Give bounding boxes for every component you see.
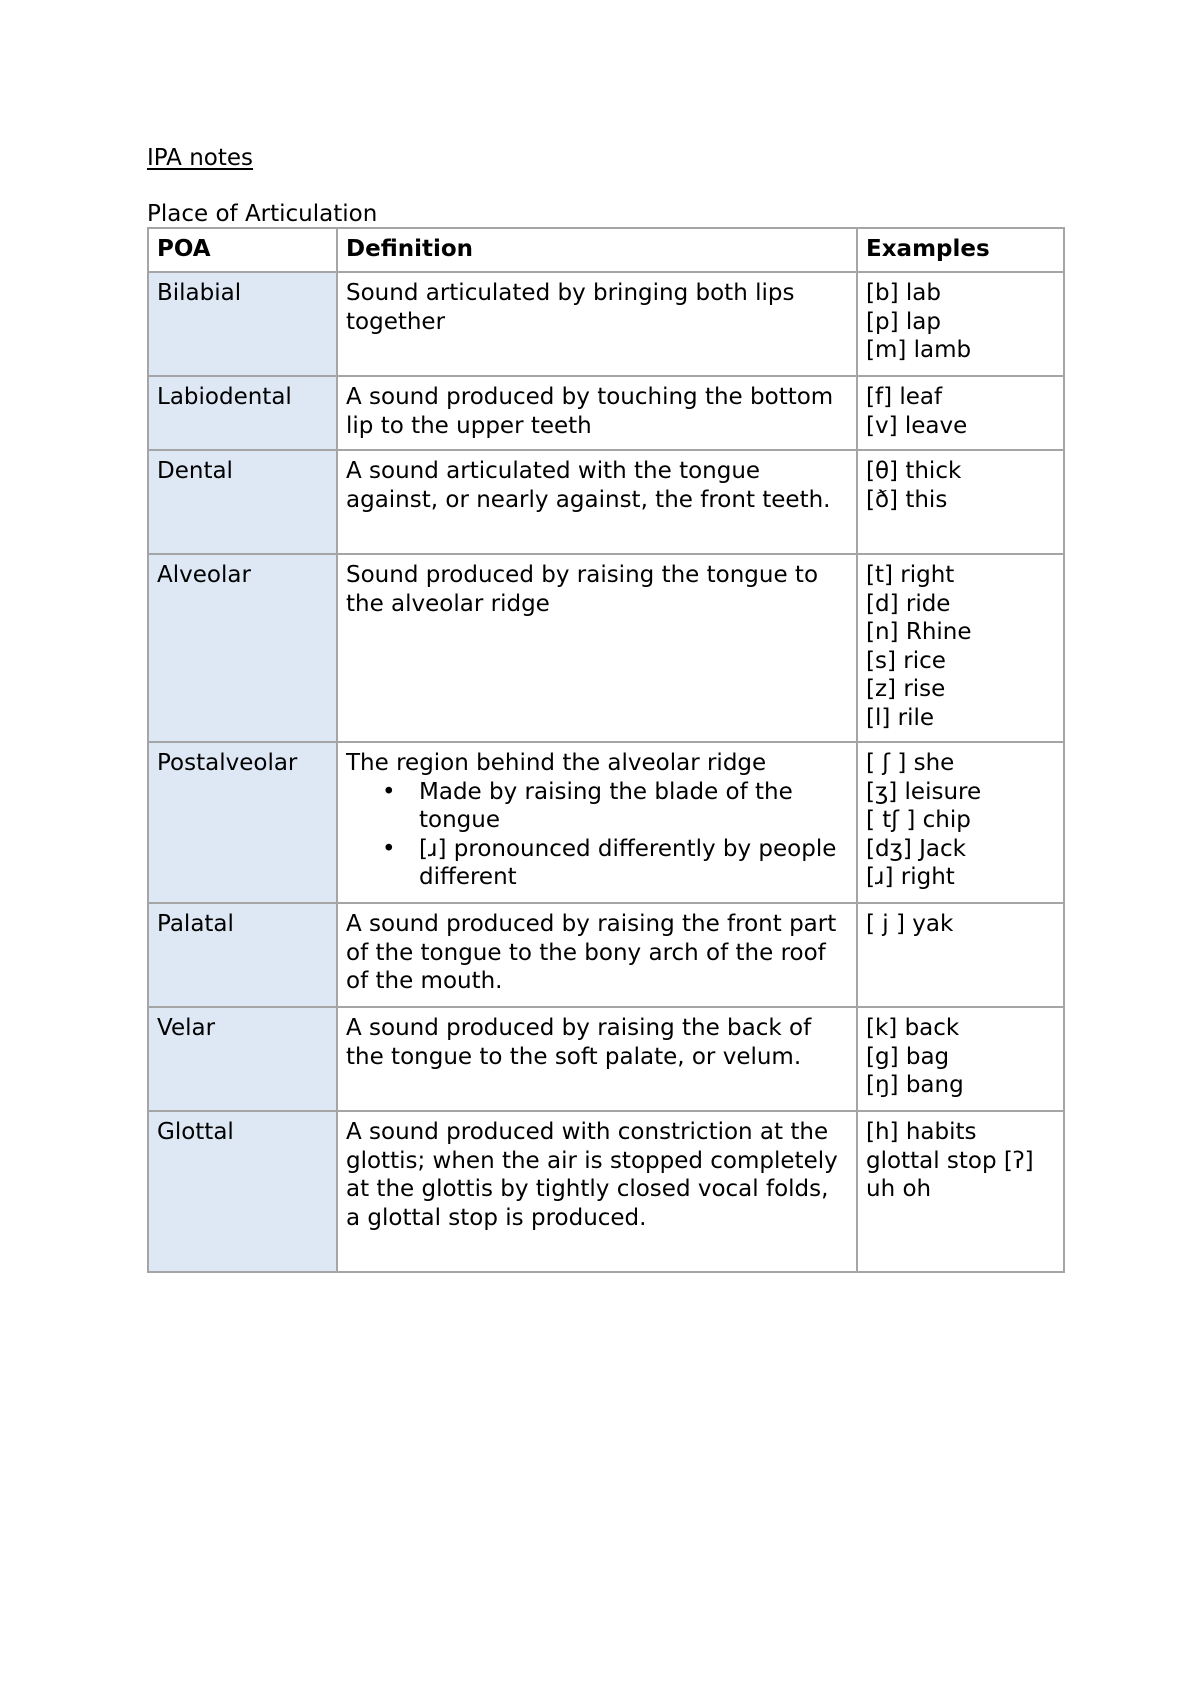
section-heading: Place of Articulation [147, 201, 378, 227]
example-item: [ tʃ ] chip [866, 807, 971, 833]
examples-cell [857, 903, 1064, 1007]
poa-cell: Bilabial [148, 272, 337, 376]
definition-text: The region behind the alveolar ridge [346, 750, 767, 776]
table-row [148, 1111, 1064, 1272]
column-header-definition: Definition [337, 228, 857, 272]
example-item: [b] lab [866, 280, 941, 306]
table-row [148, 742, 1064, 903]
example-item: [k] back [866, 1015, 960, 1041]
document-page [147, 143, 1063, 1273]
definition-cell: A sound produced by raising the front part of the tongue to the bony arch of the roof of the mouth. [337, 903, 857, 1007]
examples-cell [857, 554, 1064, 742]
example-item: [ð] this [866, 486, 948, 513]
poa-cell: Palatal [148, 903, 337, 1007]
example-item: [n] Rhine [866, 619, 972, 645]
table-header-row [148, 228, 1064, 272]
poa-cell: Glottal [148, 1111, 337, 1272]
table-row [148, 450, 1064, 554]
examples-cell [857, 742, 1064, 903]
document-title: IPA notes [147, 145, 254, 171]
example-item: [ɹ] right [866, 864, 955, 890]
example-item: [z] rise [866, 676, 946, 702]
example-item: glottal stop [ʔ] [866, 1147, 1034, 1174]
example-item: [ʒ] leisure [866, 778, 982, 805]
poa-cell: Dental [148, 450, 337, 554]
table-row [148, 376, 1064, 450]
definition-cell: Sound articulated by bringing both lips together [337, 272, 857, 376]
examples-cell [857, 1111, 1064, 1272]
example-item: [ŋ] bang [866, 1072, 964, 1098]
poa-cell: Velar [148, 1007, 337, 1111]
column-header-examples: Examples [857, 228, 1064, 272]
table-row [148, 272, 1064, 376]
example-item: [t] right [866, 562, 955, 588]
column-header-poa: POA [148, 228, 337, 272]
definition-cell: Sound produced by raising the tongue to the alveolar ridge [337, 554, 857, 742]
definition-cell [337, 742, 857, 903]
example-item: [g] bag [866, 1043, 950, 1070]
example-item: [dʒ] Jack [866, 835, 966, 862]
example-item: [θ] thick [866, 458, 962, 484]
example-item: [l] rile [866, 704, 935, 731]
example-item: [h] habits [866, 1119, 977, 1145]
poa-cell: Labiodental [148, 376, 337, 450]
table-row [148, 1007, 1064, 1111]
examples-cell [857, 272, 1064, 376]
example-item: uh oh [866, 1176, 932, 1202]
bullet-item: • [ɹ] pronounced differently by people different [346, 835, 848, 892]
examples-cell [857, 376, 1064, 450]
example-item: [d] ride [866, 590, 951, 617]
table-row [148, 554, 1064, 742]
example-item: [v] leave [866, 412, 968, 439]
example-item: [f] leaf [866, 384, 943, 410]
poa-cell: Postalveolar [148, 742, 337, 903]
example-item: [ ʃ ] she [866, 750, 955, 776]
example-item: [p] lap [866, 308, 941, 335]
bullet-item: • Made by raising the blade of the tongue [346, 778, 848, 835]
examples-cell [857, 450, 1064, 554]
table-row [148, 903, 1064, 1007]
definition-cell: A sound produced by raising the back of the tongue to the soft palate, or velum. [337, 1007, 857, 1111]
example-item: [m] lamb [866, 337, 972, 363]
examples-cell [857, 1007, 1064, 1111]
definition-cell: A sound produced by touching the bottom lip to the upper teeth [337, 376, 857, 450]
example-item: [s] rice [866, 647, 946, 674]
definition-bullet-list [346, 778, 848, 892]
definition-cell: A sound articulated with the tongue against, or nearly against, the front teeth. [337, 450, 857, 554]
place-of-articulation-table [147, 227, 1065, 1273]
definition-cell: A sound produced with constriction at the glottis; when the air is stopped completely at the glottis by tightly closed vocal folds, a glottal stop is produced. [337, 1111, 857, 1272]
example-item: [ j ] yak [866, 911, 954, 937]
poa-cell: Alveolar [148, 554, 337, 742]
